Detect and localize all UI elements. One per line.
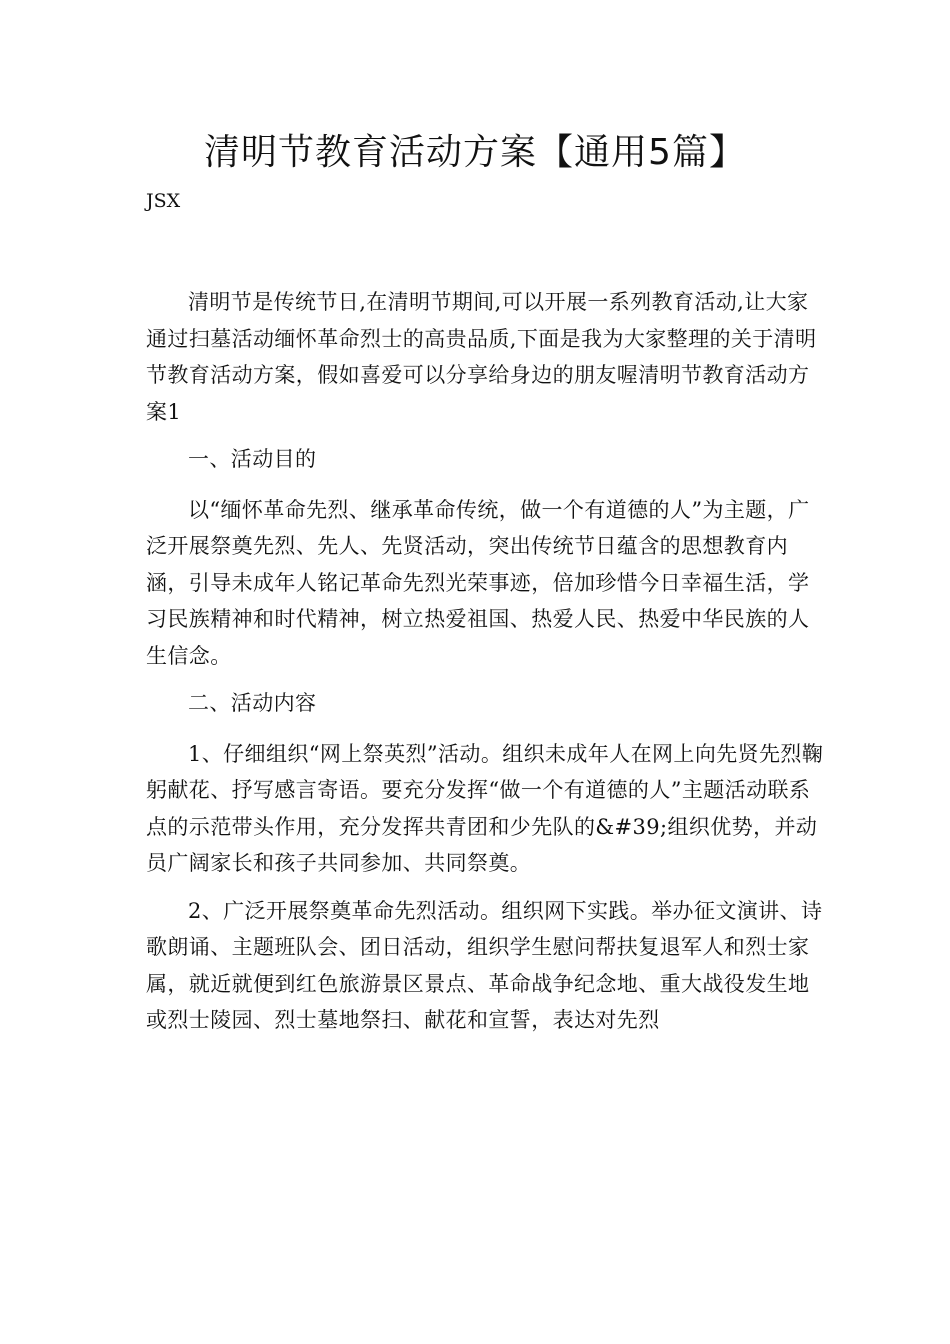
section-heading-content: 二、活动内容 (188, 691, 317, 715)
section-heading-purpose: 一、活动目的 (188, 447, 317, 471)
document-title: 清明节教育活动方案【通用5篇】 (204, 132, 746, 173)
content-item-1: 1、仔细组织“网上祭英烈”活动。组织未成年人在网上向先贤先烈鞠躬献花、抒写感言寄语。要充分发挥“做一个有道德的人”主题活动联系点的示范带头作用，充分发挥共青团和少先队的&#39;组织优势，并动员广阔家长和孩子共同参加、共同祭奠。 (146, 741, 824, 875)
content-item-2: 2、广泛开展祭奠革命先烈活动。组织网下实践。举办征文演讲、诗歌朗诵、主题班队会、团日活动，组织学生慰问帮扶复退军人和烈士家属，就近就便到红色旅游景区景点、革命战争纪念地、重大战役发生地或烈士陵园、烈士墓地祭扫、献花和宣誓，表达对先烈 (146, 898, 823, 1032)
document-body (146, 284, 826, 1050)
purpose-paragraph: 以“缅怀革命先烈、继承革命传统，做一个有道德的人”为主题，广泛开展祭奠先烈、先人、先贤活动，突出传统节日蕴含的思想教育内涵，引导未成年人铭记革命先烈光荣事迹，倍加珍惜今日幸福生活，学习民族精神和时代精神，树立热爱祖国、热爱人民、热爱中华民族的人生信念。 (146, 497, 810, 668)
intro-paragraph: 清明节是传统节日,在清明节期间,可以开展一系列教育活动,让大家通过扫墓活动缅怀革命烈士的高贵品质,下面是我为大家整理的关于清明节教育活动方案，假如喜爱可以分享给身边的朋友喔清明节教育活动方案1 (146, 290, 817, 424)
document-author: JSX (146, 190, 181, 212)
